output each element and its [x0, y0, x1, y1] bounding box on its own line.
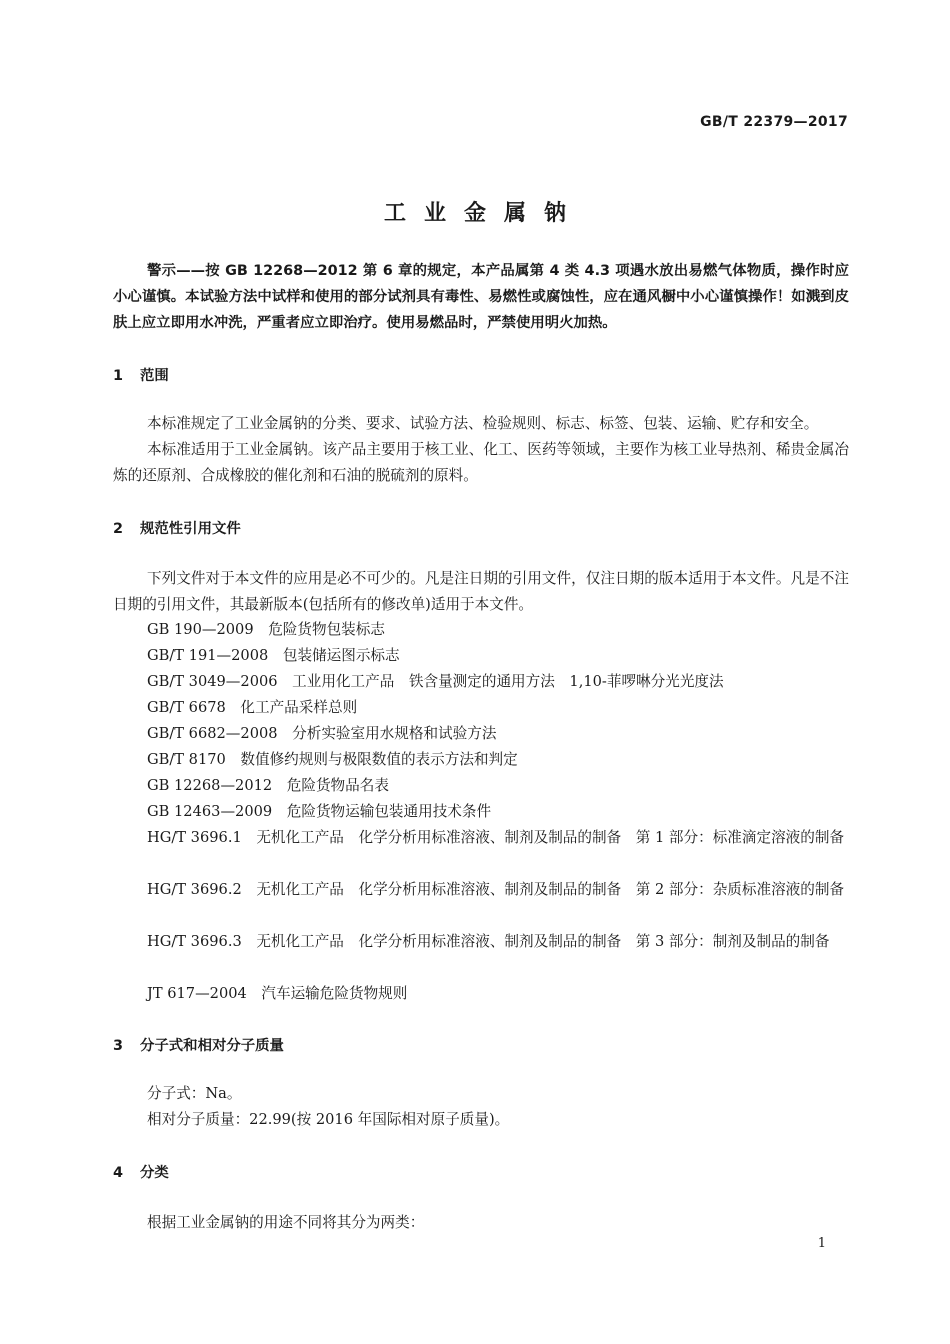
reference-item: GB/T 3049—2006 工业用化工产品 铁含量测定的通用方法 1,10-菲啰啉分光光度法 [147, 673, 724, 690]
section-number: 3 [113, 1038, 124, 1054]
document-title: 工业金属钠 [383, 201, 584, 226]
standard-number: GB/T 22379—2017 [700, 114, 848, 130]
section-number: 2 [113, 521, 124, 537]
paragraph: 下列文件对于本文件的应用是必不可少的。凡是注日期的引用文件，仅注日期的版本适用于本文件。凡是不注日期的引用文件，其最新版本(包括所有的修改单)适用于本文件。 [113, 570, 849, 613]
paragraph: 分子式：Na。 [147, 1085, 242, 1102]
section-heading-scope [113, 364, 169, 385]
section-number: 4 [113, 1165, 124, 1181]
reference-item: GB 12268—2012 危险货物品名表 [147, 777, 389, 794]
section-title: 分类 [140, 1165, 169, 1181]
section-title: 范围 [140, 368, 169, 384]
reference-item: GB/T 6678 化工产品采样总则 [147, 699, 358, 716]
reference-item: GB 190—2009 危险货物包装标志 [147, 621, 385, 638]
section-heading-classification [113, 1161, 169, 1182]
paragraph: 本标准适用于工业金属钠。该产品主要用于核工业、化工、医药等领域，主要作为核工业导热剂、稀贵金属冶炼的还原剂、合成橡胶的催化剂和石油的脱硫剂的原料。 [113, 441, 849, 484]
warning-paragraph: 警示——按 GB 12268—2012 第 6 章的规定，本产品属第 4 类 4.3 项遇水放出易燃气体物质，操作时应小心谨慎。本试验方法中试样和使用的部分试剂具有毒性、易燃性或腐蚀性，应在通风橱中小心谨慎操作！如溅到皮肤上应立即用水冲洗，严重者应立即治疗。使用易燃品时，严禁使用明火加热。 [113, 263, 849, 331]
paragraph: 本标准规定了工业金属钠的分类、要求、试验方法、检验规则、标志、标签、包装、运输、贮存和安全。 [147, 415, 819, 432]
section-heading-molecular-formula [113, 1034, 284, 1055]
reference-item: HG/T 3696.2 无机化工产品 化学分析用标准溶液、制剂及制品的制备 第 2 部分：杂质标准溶液的制备 [147, 881, 845, 898]
paragraph: 相对分子质量：22.99(按 2016 年国际相对原子质量)。 [147, 1111, 510, 1128]
page-number: 1 [817, 1236, 826, 1251]
reference-item: GB 12463—2009 危险货物运输包装通用技术条件 [147, 803, 492, 820]
section-title: 分子式和相对分子质量 [140, 1038, 284, 1054]
section-heading-normative-references [113, 517, 241, 538]
section-title: 规范性引用文件 [140, 521, 241, 537]
reference-item: GB/T 6682—2008 分析实验室用水规格和试验方法 [147, 725, 497, 742]
reference-item: GB/T 191—2008 包装储运图示标志 [147, 647, 400, 664]
paragraph: 根据工业金属钠的用途不同将其分为两类： [147, 1214, 425, 1231]
reference-item: HG/T 3696.1 无机化工产品 化学分析用标准溶液、制剂及制品的制备 第 1 部分：标准滴定溶液的制备 [147, 829, 845, 846]
reference-item: GB/T 8170 数值修约规则与极限数值的表示方法和判定 [147, 751, 518, 768]
section-number: 1 [113, 368, 124, 384]
reference-item: JT 617—2004 汽车运输危险货物规则 [147, 985, 408, 1002]
reference-item: HG/T 3696.3 无机化工产品 化学分析用标准溶液、制剂及制品的制备 第 3 部分：制剂及制品的制备 [147, 933, 830, 950]
